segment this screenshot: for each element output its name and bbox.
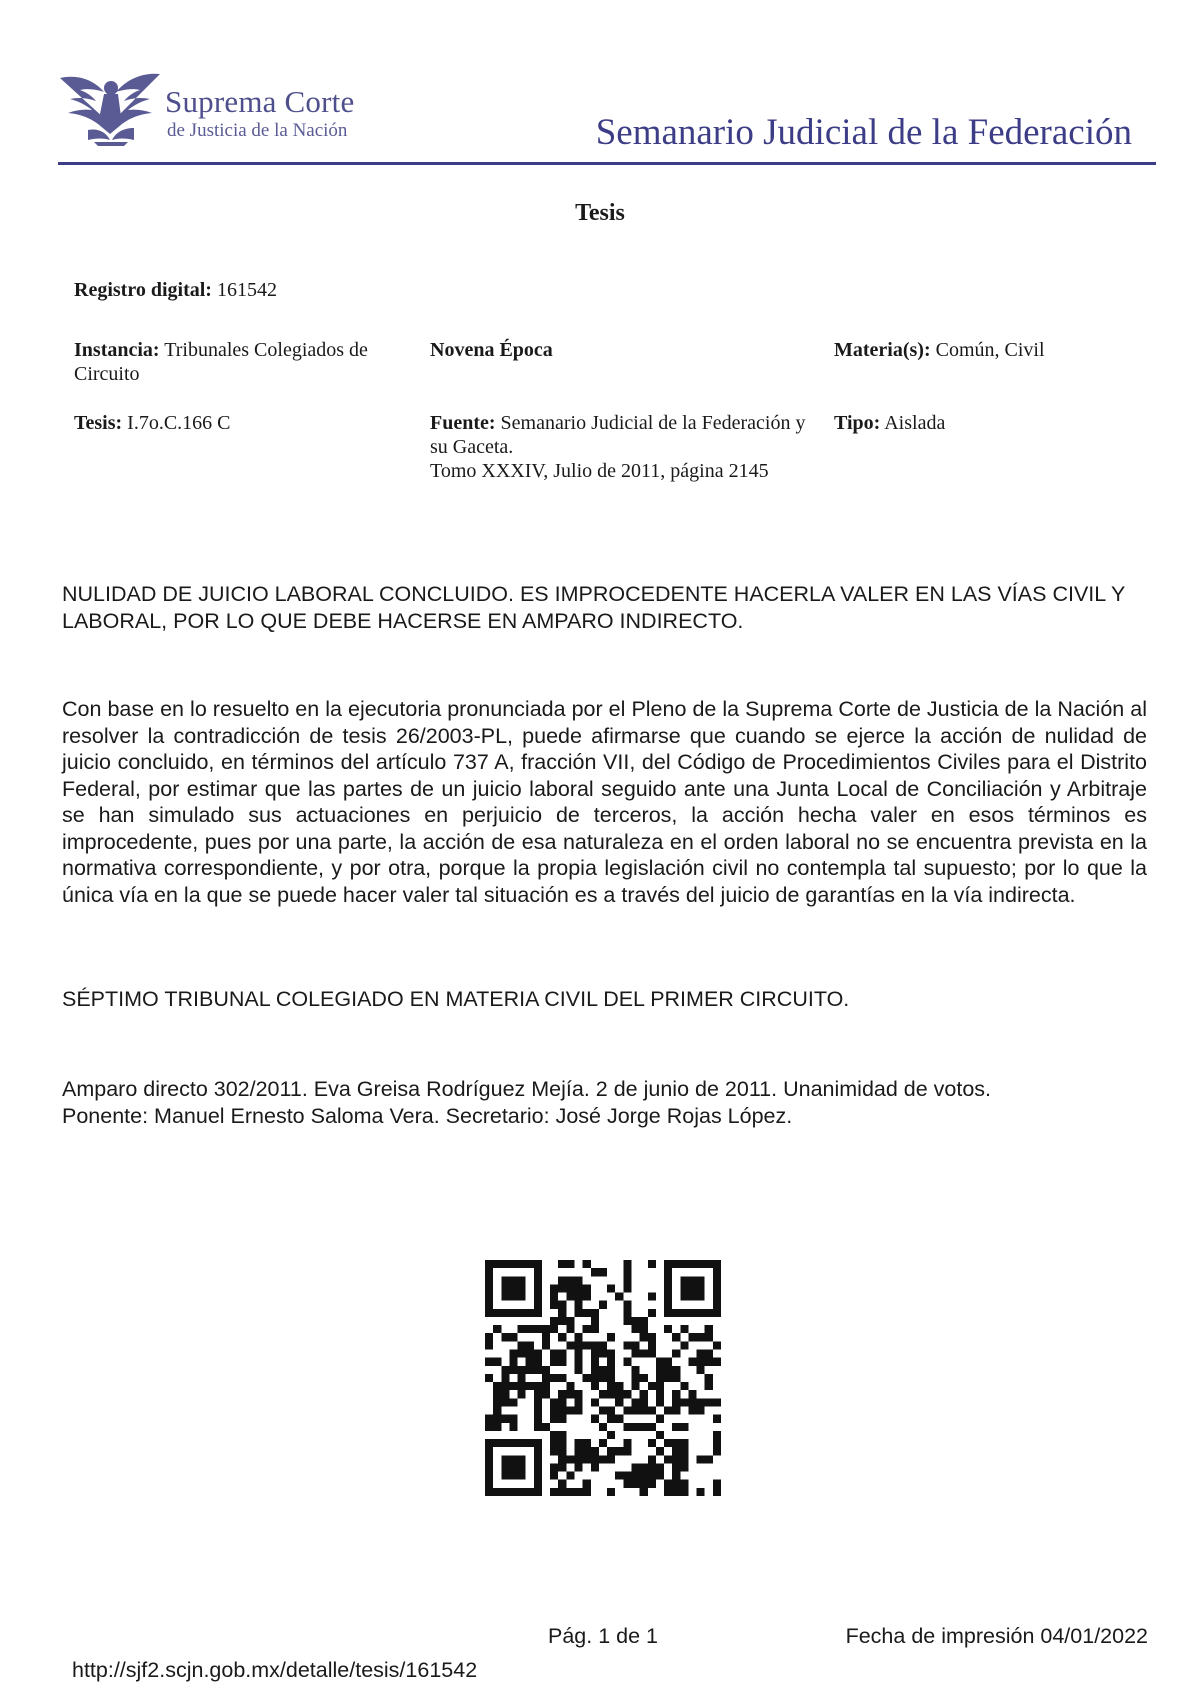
tipo-label: Tipo: bbox=[834, 412, 881, 434]
precedent bbox=[62, 1076, 1147, 1129]
page-header bbox=[58, 66, 1156, 166]
print-date: Fecha de impresión 04/01/2022 bbox=[845, 1624, 1148, 1648]
publication-title: Semanario Judicial de la Federación bbox=[595, 112, 1132, 153]
materias-label: Materia(s): bbox=[834, 339, 931, 361]
body-text: Con base en lo resuelto en la ejecutoria pronunciada por el Pleno de la Suprema Corte de Justicia de la Nación al resolver la contradicción de tesis 26/2003-PL, puede afirmarse que cuando se ejerce la acción de nulidad de juicio concluido, en términos del artículo 737 A, fracción VII, del Código de Procedimientos Civiles para el Distrito Federal, por estimar que las partes de un juicio laboral seguido ante una Junta Local de Conciliación y Arbitraje se han simulado sus actuaciones en perjuicio de terceros, la acción hecha valer en esos términos es improcedente, pues por una parte, la acción de esa naturaleza en el orden laboral no se encuentra prevista en la normativa correspondiente, y por otra, porque la propia legislación civil no contempla tal supuesto; por lo que la única vía en la que se puede hacer valer tal situación es a través del juicio de garantías en la vía indirecta. bbox=[62, 697, 1147, 907]
header-divider bbox=[58, 162, 1156, 165]
registro-value: 161542 bbox=[216, 279, 277, 301]
registro-label: Registro digital: bbox=[74, 279, 212, 301]
fuente-line2: Tomo XXXIV, Julio de 2011, página 2145 bbox=[430, 460, 769, 482]
tesis-value: I.7o.C.166 C bbox=[127, 412, 231, 434]
eagle-emblem-icon bbox=[58, 68, 162, 148]
rubro-heading: NULIDAD DE JUICIO LABORAL CONCLUIDO. ES IMPROCEDENTE HACERLA VALER EN LAS VÍAS CIVIL Y LABORAL, POR LO QUE DEBE HACERSE EN AMPARO INDIRECTO. bbox=[62, 582, 1125, 633]
precedent-line1: Amparo directo 302/2011. Eva Greisa Rodríguez Mejía. 2 de junio de 2011. Unanimidad de votos. bbox=[62, 1077, 992, 1101]
epoca-value: Novena Época bbox=[430, 339, 553, 361]
materias bbox=[834, 338, 1045, 362]
page-number: Pág. 1 de 1 bbox=[548, 1624, 658, 1648]
registro-digital bbox=[74, 278, 277, 302]
materias-value: Común, Civil bbox=[935, 339, 1045, 361]
qr-code-icon[interactable] bbox=[485, 1260, 721, 1496]
tesis-number bbox=[74, 411, 231, 435]
fuente-label: Fuente: bbox=[430, 412, 496, 434]
scjn-logo[interactable] bbox=[58, 68, 368, 152]
tipo bbox=[834, 411, 945, 435]
source-url-link[interactable]: http://sjf2.scjn.gob.mx/detalle/tesis/161542 bbox=[72, 1658, 478, 1682]
tipo-value: Aislada bbox=[884, 412, 946, 434]
tesis-label: Tesis: bbox=[74, 412, 123, 434]
document-type-heading: Tesis bbox=[575, 200, 625, 226]
instancia-value: Tribunales Colegiados de Circuito bbox=[74, 339, 368, 385]
instancia-label: Instancia: bbox=[74, 339, 160, 361]
logo-subtitle: de Justicia de la Nación bbox=[167, 120, 348, 141]
issuing-court: SÉPTIMO TRIBUNAL COLEGIADO EN MATERIA CIVIL DEL PRIMER CIRCUITO. bbox=[62, 987, 850, 1011]
fuente bbox=[430, 411, 810, 483]
epoca bbox=[430, 338, 553, 362]
instancia bbox=[74, 338, 414, 386]
fuente-line1: Semanario Judicial de la Federación y su Gaceta. bbox=[430, 412, 806, 458]
logo-title: Suprema Corte bbox=[165, 84, 355, 119]
precedent-line2: Ponente: Manuel Ernesto Saloma Vera. Secretario: José Jorge Rojas López. bbox=[62, 1103, 793, 1128]
